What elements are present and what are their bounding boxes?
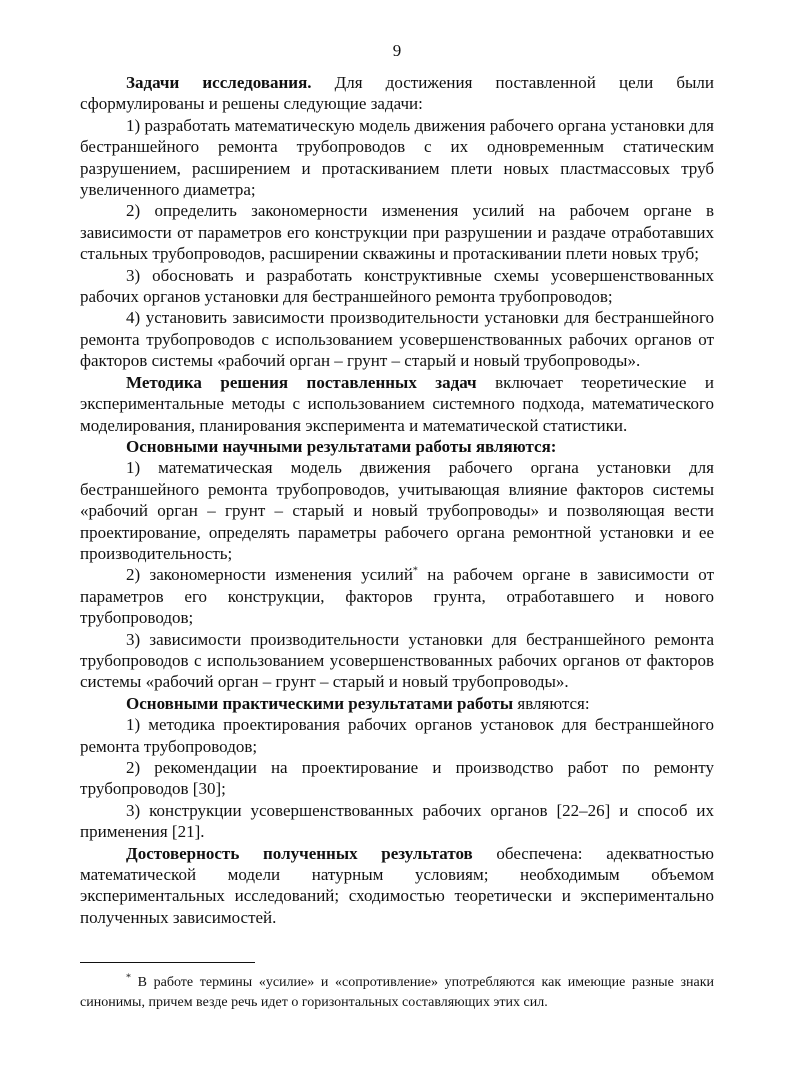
task-item-2: 2) определить закономерности изменения усилий на рабочем органе в зависимости от параметров его конструкции при разрушении и раздаче отработавших стальных трубопроводов, расширении скважины и протаскивании плети новых труб; [80,201,714,264]
task-item-1: 1) разработать математическую модель движения рабочего органа установки для бестраншейного ремонта трубопроводов с их одновременным статическим разрушением, расширением и протаскиванием плети новых пластмассовых труб увеличенного диаметра; [80,115,714,200]
practical-result-1: 1) методика проектирования рабочих органов установок для бестраншейного ремонта трубопроводов; [80,715,714,756]
scientific-result-2 [80,564,714,628]
heading-methodology: Методика решения поставленных задач [126,372,477,392]
heading-reliability: Достоверность полученных результатов [126,843,473,863]
practical-result-2: 2) рекомендации на проектирование и производство работ по ремонту трубопроводов [30]; [80,758,714,799]
footnote-mark: * [126,972,131,984]
page-number: 9 [392,41,402,60]
heading-research-tasks: Задачи исследования. [126,73,312,92]
paragraph-text: включает теоретические и экспериментальные методы с использованием системного подхода, математического моделирования, планирования эксперимента и математической статистики. [80,372,714,435]
task-item-4: 4) установить зависимости производительности установки для бестраншейного ремонта трубопроводов с использованием усовершенствованных рабочих органов от факторов системы «рабочий орган – грунт – старый и новый трубопроводы». [80,308,714,371]
paragraph-research-tasks [80,72,714,115]
practical-result-3: 3) конструкции усовершенствованных рабочих органов [22–26] и способ их применения [21]. [80,800,714,842]
paragraph-practical-results [80,693,714,714]
paragraph-text: являются: [513,693,590,713]
paragraph-reliability [80,843,714,929]
heading-practical-results: Основными практическими результатами работы [126,693,514,713]
paragraph-text: обеспечена: адекватностью математической модели натурным условиям; необходимым объемом экспериментальных исследований; сходимостью теоретически и экспериментально полученных зависимостей. [80,843,714,927]
scientific-result-3: 3) зависимости производительности установки для бестраншейного ремонта трубопроводов с использованием усовершенствованных рабочих органов от факторов системы «рабочий орган – грунт – старый и новый трубопроводы». [80,629,714,692]
footnote-divider [80,962,255,963]
scientific-result-1: 1) математическая модель движения рабочего органа установки для бестраншейного ремонта трубопроводов, учитывающая влияние факторов системы «рабочий орган – грунт – старый и новый трубопроводы» и позволяющая вести проектирование, определять параметры рабочего органа ремонтной установки и ее производительность; [80,458,714,563]
footnote [80,973,714,1013]
footnote-body: В работе термины «усилие» и «сопротивление» употребляются как имеющие разные знаки синонимы, причем везде речь идет о горизонтальных составляющих этих сил. [80,975,714,1011]
heading-scientific-results: Основными научными результатами работы являются: [126,436,557,456]
paragraph-scientific-results [80,436,714,457]
result-text: на рабочем органе в зависимости от параметров его конструкции, факторов грунта, отработавшего и нового трубопроводов; [80,565,714,628]
footnote-reference: * [412,565,418,577]
main-text [80,72,714,928]
task-item-3: 3) обосновать и разработать конструктивные схемы усовершенствованных рабочих органов установки для бестраншейного ремонта трубопроводов; [80,265,714,307]
paragraph-methodology [80,372,714,436]
result-text: 2) закономерности изменения усилий [126,565,413,585]
footnote-text [80,973,714,1013]
paragraph-text: Для достижения поставленной цели были сформулированы и решены следующие задачи: [80,73,714,114]
